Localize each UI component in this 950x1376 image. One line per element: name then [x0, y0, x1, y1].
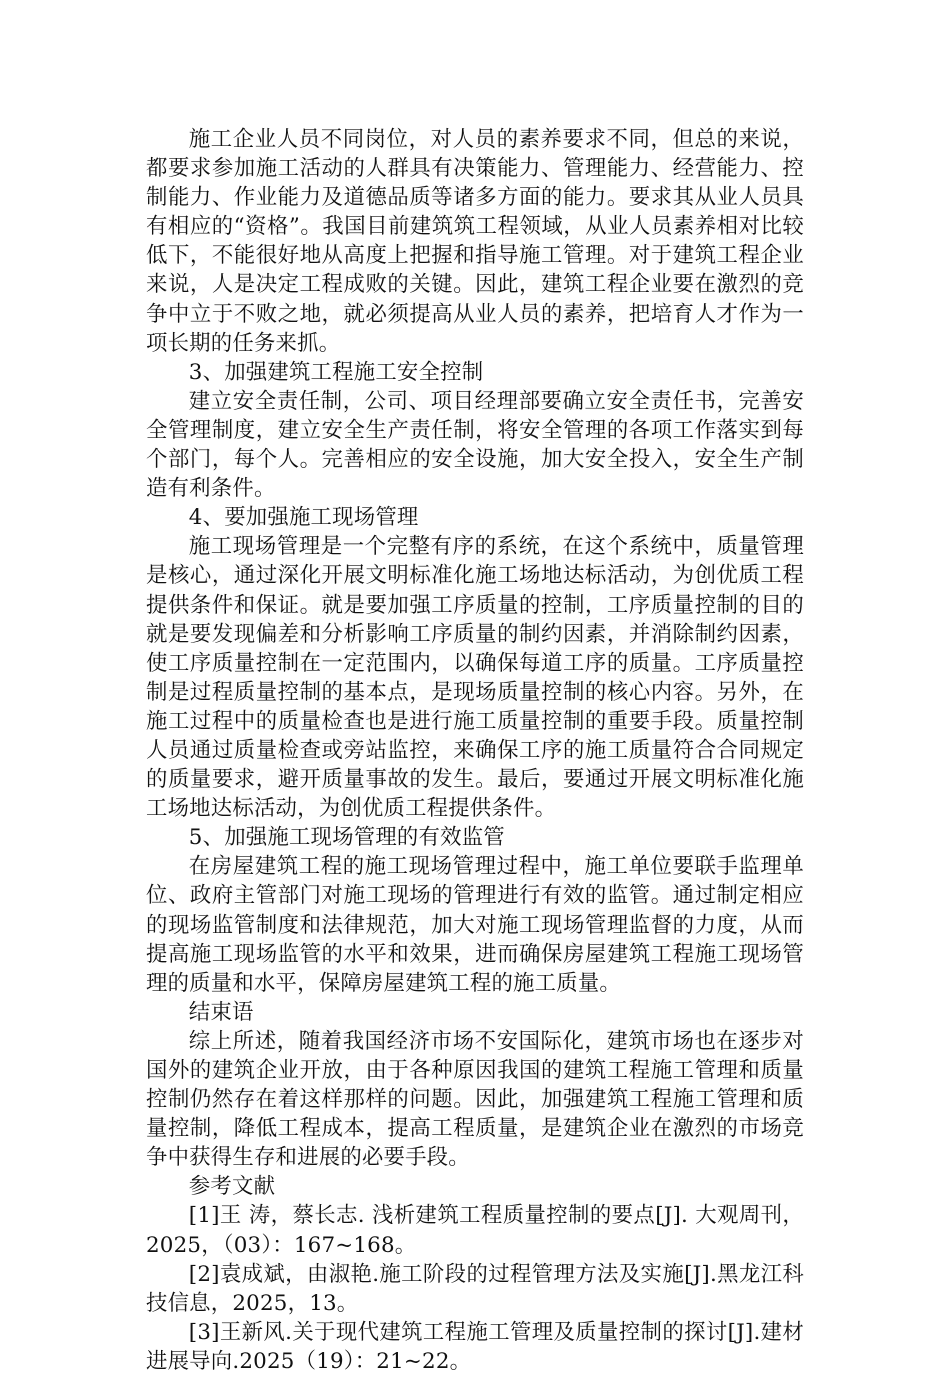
paragraph-site-management: 施工现场管理是一个完整有序的系统，在这个系统中，质量管理是核心，通过深化开展文明标准化施工场地达标活动，为创优质工程提供条件和保证。就是要加强工序质量的控制，工序质量控制的目的就是要发现偏差和分析影响工序质量的制约因素，并消除制约因素，使工序质量控制在一定范围内，以确保每道工序的质量。工序质量控制是过程质量控制的基本点，是现场质量控制的核心内容。另外，在施工过程中的质量检查也是进行施工质量控制的重要手段。质量控制人员通过质量检查或旁站监控，来确保工序的施工质量符合合同规定的质量要求，避开质量事故的发生。最后，要通过开展文明标准化施工场地达标活动，为创优质工程提供条件。: [146, 534, 804, 822]
reference-item-2: [2]袁成斌，由淑艳.施工阶段的过程管理方法及实施[J].黑龙江科技信息，2025，13。: [146, 1261, 804, 1316]
paragraph-conclusion: 综上所述，随着我国经济市场不安国际化，建筑市场也在逐步对国外的建筑企业开放，由于各种原因我国的建筑工程施工管理和质量控制仍然存在着这样那样的问题。因此，加强建筑工程施工管理和质量控制，降低工程成本，提高工程质量，是建筑企业在激烈的市场竞争中获得生存和进展的必要手段。: [146, 1028, 804, 1171]
heading-conclusion: 结束语: [188, 999, 254, 1025]
paragraph-effective-supervision: 在房屋建筑工程的施工现场管理过程中，施工单位要联手监理单位、政府主管部门对施工现场的管理进行有效的监管。通过制定相应的现场监管制度和法律规范，加大对施工现场管理监督的力度，从而提高施工现场监管的水平和效果，进而确保房屋建筑工程施工现场管理的质量和水平，保障房屋建筑工程的施工质量。: [146, 854, 804, 996]
reference-item-1: [1]王 涛，蔡长志. 浅析建筑工程质量控制的要点[J]. 大观周刊，2025，（03）：167~168。: [146, 1203, 804, 1258]
paragraph-safety-control: 建立安全责任制，公司、项目经理部要确立安全责任书，完善安全管理制度，建立安全生产责任制，将安全管理的各项工作落实到每个部门，每个人。完善相应的安全设施，加大安全投入，安全生产制造有利条件。: [146, 388, 804, 502]
heading-references: 参考文献: [188, 1174, 276, 1200]
reference-item-3: [3]王新风.关于现代建筑工程施工管理及质量控制的探讨[J].建材进展导向.2025（19）：21~22。: [146, 1319, 804, 1374]
heading-site-management: 4、要加强施工现场管理: [188, 505, 419, 531]
document-body: [146, 125, 804, 1376]
heading-safety-control: 3、加强建筑工程施工安全控制: [188, 359, 484, 385]
heading-effective-supervision: 5、加强施工现场管理的有效监管: [188, 825, 505, 851]
paragraph-staff-quality: 施工企业人员不同岗位，对人员的素养要求不同，但总的来说，都要求参加施工活动的人群具有决策能力、管理能力、经营能力、控制能力、作业能力及道德品质等诸多方面的能力。要求其从业人员具有相应的“资格”。我国目前建筑筑工程领域，从业人员素养相对比较低下，不能很好地从高度上把握和指导施工管理。对于建筑工程企业来说，人是决定工程成败的关键。因此，建筑工程企业要在激烈的竞争中立于不败之地，就必须提高从业人员的素养，把培育人才作为一项长期的任务来抓。: [146, 127, 804, 356]
